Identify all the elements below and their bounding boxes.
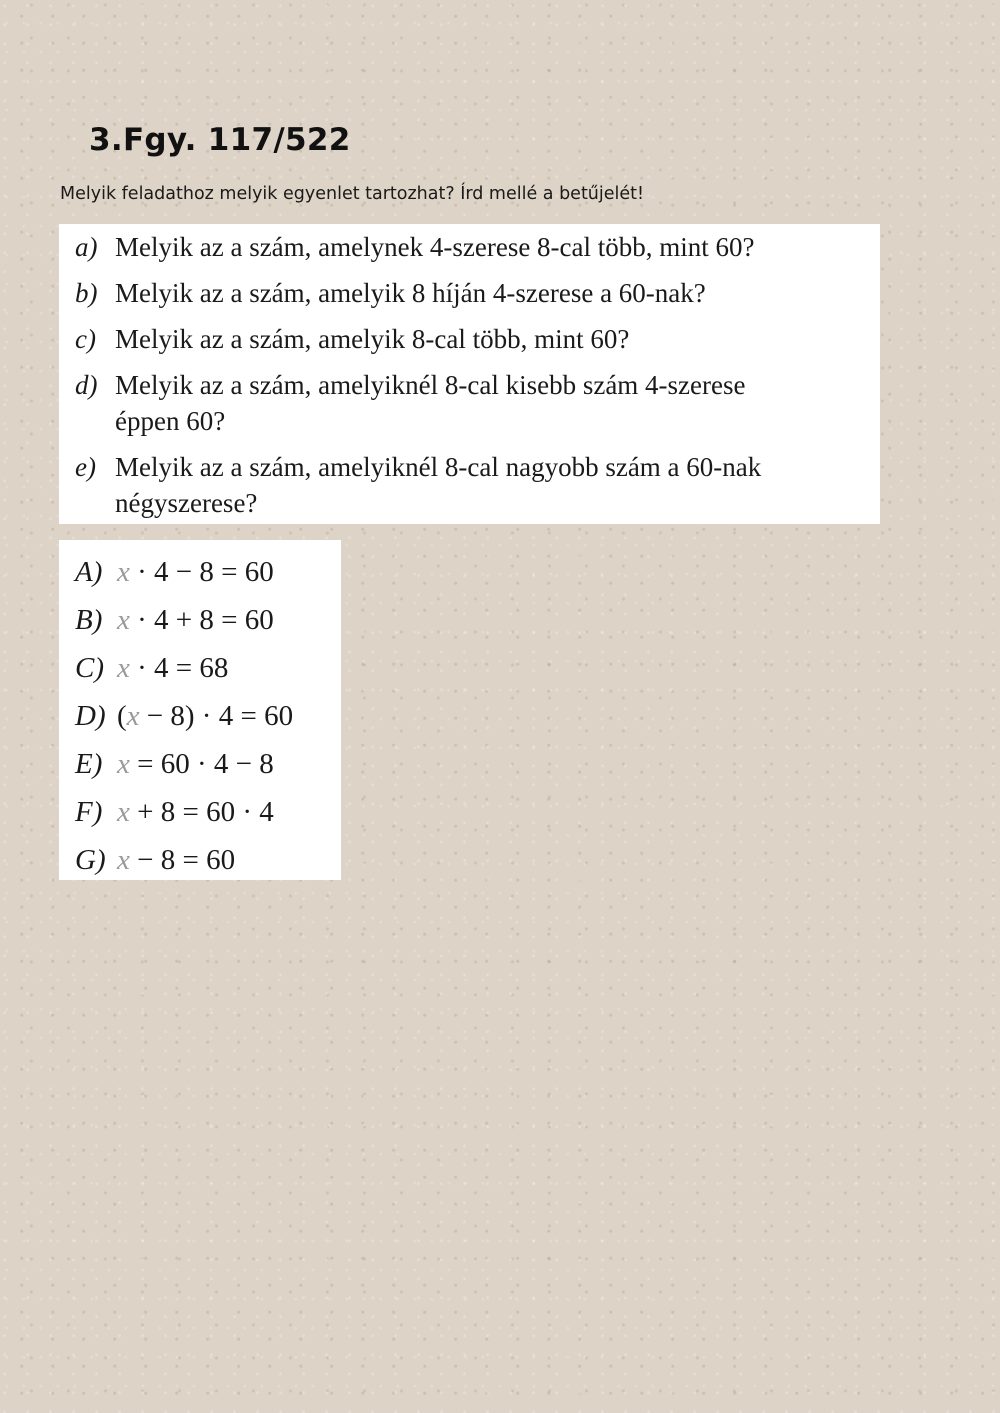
equation-label: E) [75, 748, 103, 780]
page-title: 3.Fgy. 117/522 [89, 122, 351, 158]
question-letter: a) [75, 232, 98, 262]
equation-rest: + 8 = 60 · 4 [129, 796, 274, 828]
equation-item [75, 548, 341, 596]
question-text: Melyik az a szám, amelyiknél 8-cal kisebb szám 4-szerese [115, 370, 746, 400]
question-letter: b) [75, 278, 98, 308]
question-item [59, 449, 880, 521]
variable-x: x [117, 796, 130, 828]
equation-rest: − 8 = 60 [129, 844, 236, 876]
equations-box [59, 540, 341, 880]
equation-label: G) [75, 844, 106, 876]
equation-label: A) [75, 556, 103, 588]
question-text: Melyik az a szám, amelyik 8-cal több, mint 60? [115, 324, 630, 354]
equation-rest: − 8) · 4 = 60 [139, 700, 294, 732]
variable-x: x [126, 700, 140, 732]
question-item [59, 275, 880, 311]
question-item [59, 367, 880, 439]
equation-rest: · 4 = 68 [129, 652, 229, 684]
equation-rest: · 4 − 8 = 60 [129, 556, 274, 588]
equation-item [75, 788, 341, 836]
variable-x: x [117, 604, 130, 636]
equation-label: B) [75, 604, 103, 636]
equation-rest: · 4 + 8 = 60 [129, 604, 274, 636]
equation-pre: ( [117, 700, 127, 732]
questions-box [59, 224, 880, 524]
question-letter: c) [75, 324, 96, 354]
equation-item [75, 644, 341, 692]
variable-x: x [117, 748, 130, 780]
equation-label: F) [75, 796, 103, 828]
question-text-continued: éppen 60? [115, 406, 226, 436]
equation-item [75, 740, 341, 788]
instruction-text: Melyik feladathoz melyik egyenlet tartozhat? Írd mellé a betűjelét! [60, 184, 645, 204]
equation-label: C) [75, 652, 104, 684]
question-text-continued: négyszerese? [115, 488, 258, 518]
variable-x: x [117, 652, 130, 684]
equation-rest: = 60 · 4 − 8 [129, 748, 274, 780]
question-text: Melyik az a szám, amelyik 8 híján 4-szerese a 60-nak? [115, 278, 706, 308]
question-letter: d) [75, 370, 98, 400]
variable-x: x [117, 844, 130, 876]
equation-label: D) [75, 700, 106, 732]
equation-item [75, 692, 341, 740]
equation-item [75, 836, 341, 884]
equation-item [75, 596, 341, 644]
question-text: Melyik az a szám, amelynek 4-szerese 8-cal több, mint 60? [115, 232, 755, 262]
question-text: Melyik az a szám, amelyiknél 8-cal nagyobb szám a 60-nak [115, 452, 762, 482]
variable-x: x [117, 556, 130, 588]
question-item [59, 229, 880, 265]
question-letter: e) [75, 452, 96, 482]
question-item [59, 321, 880, 357]
